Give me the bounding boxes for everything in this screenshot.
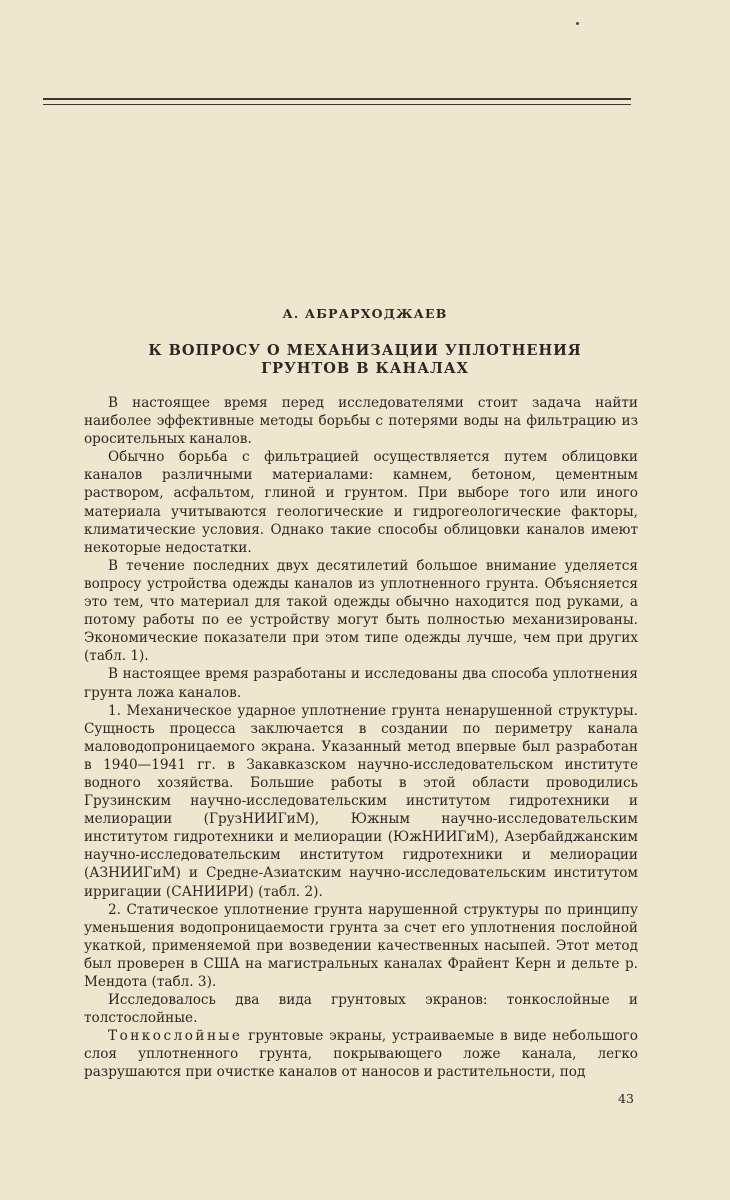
paragraph-8 [84,1027,638,1081]
title-line-2: ГРУНТОВ В КАНАЛАХ [261,360,469,377]
author-name: А. АБРАРХОДЖАЕВ [282,306,448,321]
paragraph-8-text: грунтовые экраны, устраиваемые в виде небольшого слоя уплотненного грунта, покрывающего ложе канала, легко разрушаются при очистке каналов от наносов и растительности, под [84,1028,638,1081]
article-body [84,394,638,1082]
header-rule-thin [43,104,631,105]
paragraph-7: Исследовалось два вида грунтовых экранов: тонкослойные и толстослойные. [84,992,638,1027]
title-line-1: К ВОПРОСУ О МЕХАНИЗАЦИИ УПЛОТНЕНИЯ [148,342,582,359]
page-number: 43 [618,1091,634,1106]
paragraph-3: В течение последних двух десятилетий большое внимание уделяется вопросу устройства одежды каналов из уплотненного грунта. Объясняется это тем, что материал для такой одежды обычно находится под руками, а потому работы по ее устройству могут быть полностью механизированы. Экономические показатели при этом типе одежды лучше, чем при других (табл. 1). [84,557,638,665]
paragraph-1: В настоящее время перед исследователями стоит задача найти наиболее эффективные методы борьбы с потерями воды на фильтрацию из оросительных каналов. [84,395,638,448]
paragraph-5: 1. Механическое ударное уплотнение грунта ненарушенной структуры. Сущность процесса заключается в создании по периметру канала маловодопроницаемого экрана. Указанный метод впервые был разработан в 1940—1941 гг. в Закавказском научно-исследовательском институте водного хозяйства. Большие работы в этой области проводились Грузинским научно-исследовательским институтом гидротехники и мелиорации (ГрузНИИГиМ), Южным научно-исследовательским институтом гидротехники и мелиорации (ЮжНИИГиМ), Азербайджанским научно-исследовательским институтом гидротехники и мелиорации (АЗНИИГиМ) и Средне-Азиатским научно-исследовательским институтом ирригации (САНИИРИ) (табл. 2). [84,702,638,900]
article-title [0,342,730,378]
header-rule-thick [43,98,631,100]
paragraph-2: Обычно борьба с фильтрацией осуществляется путем облицовки каналов различными материалами: камнем, бетоном, цементным раствором, асфальтом, глиной и грунтом. При выборе того или иного материала учитываются геологические и гидрогеологические факторы, климатические условия. Однако такие способы облицовки каналов имеют некоторые недостатки. [84,449,638,556]
paragraph-4: В настоящее время разработаны и исследованы два способа уплотнения грунта ложа каналов. [84,666,638,701]
paragraph-6: 2. Статическое уплотнение грунта нарушенной структуры по принципу уменьшения водопроницаемости грунта за счет его уплотнения послойной укаткой, применяемой при возведении качественных насыпей. Этот метод был проверен в США на магистральных каналах Фрайент Керн и дельте р. Мендота (табл. 3). [84,901,638,990]
ink-speck [576,22,579,25]
spaced-term: Тонкослойные [108,1028,243,1045]
